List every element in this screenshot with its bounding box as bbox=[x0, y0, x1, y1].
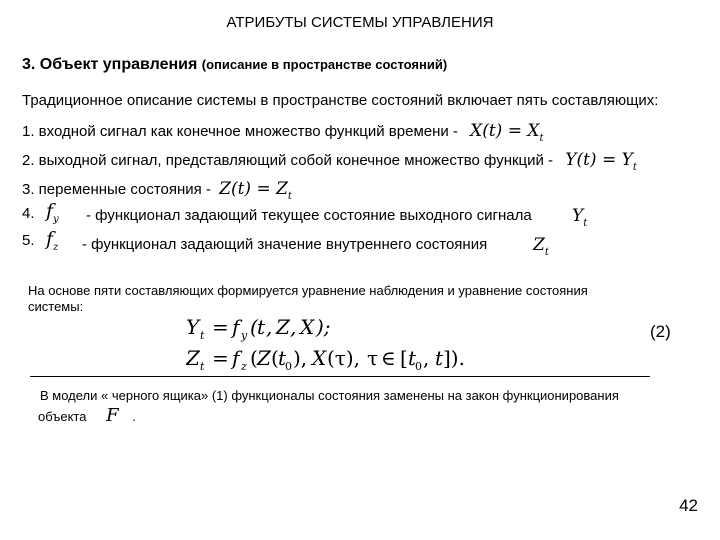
item-2-formula: $Y(t) = Y_t$ bbox=[565, 150, 637, 173]
note-suffix: . bbox=[132, 409, 136, 424]
equation-1-render bbox=[186, 312, 386, 342]
svg-text:t: t bbox=[435, 346, 444, 370]
svg-text:]).: ]). bbox=[443, 346, 465, 370]
item-2 bbox=[22, 150, 637, 173]
svg-text:(: ( bbox=[271, 346, 279, 370]
item-1-text: 1. входной сигнал как конечное множество функций времени - bbox=[22, 123, 458, 140]
svg-text:t: t bbox=[200, 360, 205, 373]
svg-text:f: f bbox=[232, 315, 240, 339]
item-5-symbol: $Z_t$ bbox=[533, 235, 549, 258]
svg-text:,: , bbox=[423, 346, 430, 370]
note-symbol: F bbox=[106, 405, 119, 426]
svg-text:Z: Z bbox=[276, 315, 290, 339]
heading-sub: (описание в пространстве состояний) bbox=[201, 57, 448, 72]
intro-text: Традиционное описание системы в пространстве состояний включает пять составляющих: bbox=[22, 92, 659, 109]
svg-text:(: ( bbox=[250, 315, 258, 339]
svg-text:t: t bbox=[408, 346, 417, 370]
item-4-functional: $f_y$ bbox=[46, 200, 59, 225]
svg-text:0: 0 bbox=[285, 360, 292, 373]
item-3 bbox=[22, 179, 292, 202]
item-4-desc: - функционал задающий текущее состояние выходного сигнала bbox=[86, 207, 532, 224]
svg-text:y: y bbox=[241, 329, 248, 342]
equation-observation bbox=[186, 312, 386, 347]
svg-text:,: , bbox=[290, 315, 297, 339]
item-4-number: 4. bbox=[22, 205, 35, 222]
svg-text:=: = bbox=[212, 315, 229, 339]
item-1 bbox=[22, 121, 544, 144]
svg-text:[: [ bbox=[400, 346, 408, 370]
svg-text:=: = bbox=[212, 346, 229, 370]
svg-text:,: , bbox=[266, 315, 273, 339]
item-2-text: 2. выходной сигнал, представляющий собой конечное множество функций - bbox=[22, 152, 554, 169]
note-line-1: В модели « черного ящика» (1) функционалы состояния заменены на закон функционирования bbox=[40, 388, 619, 403]
svg-text:t: t bbox=[257, 315, 266, 339]
item-5-functional: $f_z$ bbox=[46, 228, 59, 253]
svg-text:Y: Y bbox=[186, 315, 200, 339]
item-5-number: 5. bbox=[22, 232, 35, 249]
equation-number: (2) bbox=[650, 322, 671, 341]
svg-text:(: ( bbox=[250, 346, 258, 370]
svg-text:);: ); bbox=[316, 315, 331, 339]
note-line-2 bbox=[38, 405, 136, 426]
paragraph-line-2: системы: bbox=[28, 299, 84, 314]
equation-state bbox=[186, 343, 516, 378]
svg-text:t: t bbox=[200, 329, 205, 342]
item-1-formula: $X(t) = X_t$ bbox=[470, 121, 544, 144]
svg-text:(τ),: (τ), bbox=[327, 346, 361, 370]
svg-text:0: 0 bbox=[415, 360, 422, 373]
svg-text:τ: τ bbox=[367, 346, 379, 370]
svg-text:∈: ∈ bbox=[381, 346, 396, 370]
note-prefix: объекта bbox=[38, 409, 87, 424]
svg-text:X: X bbox=[300, 315, 315, 339]
svg-text:z: z bbox=[241, 360, 247, 373]
item-5-desc: - функционал задающий значение внутреннего состояния bbox=[82, 236, 488, 253]
svg-text:Z: Z bbox=[186, 346, 200, 370]
svg-text:),: ), bbox=[293, 346, 308, 370]
svg-text:f: f bbox=[232, 346, 240, 370]
svg-text:X: X bbox=[312, 346, 327, 370]
slide-title: АТРИБУТЫ СИСТЕМЫ УПРАВЛЕНИЯ bbox=[226, 14, 494, 31]
svg-text:Z: Z bbox=[257, 346, 271, 370]
item-3-text: 3. переменные состояния - bbox=[22, 181, 211, 198]
paragraph-line-1: На основе пяти составляющих формируется уравнение наблюдения и уравнение состояния bbox=[28, 283, 588, 298]
section-heading bbox=[22, 56, 447, 74]
heading-main: 3. Объект управления bbox=[22, 56, 198, 73]
divider-line bbox=[30, 376, 650, 377]
equation-2-render bbox=[186, 343, 516, 373]
item-3-formula: $Z(t) = Z_t$ bbox=[219, 179, 292, 202]
item-4-symbol: $Y_t$ bbox=[572, 206, 588, 229]
page-number: 42 bbox=[679, 496, 698, 515]
svg-text:t: t bbox=[278, 346, 287, 370]
